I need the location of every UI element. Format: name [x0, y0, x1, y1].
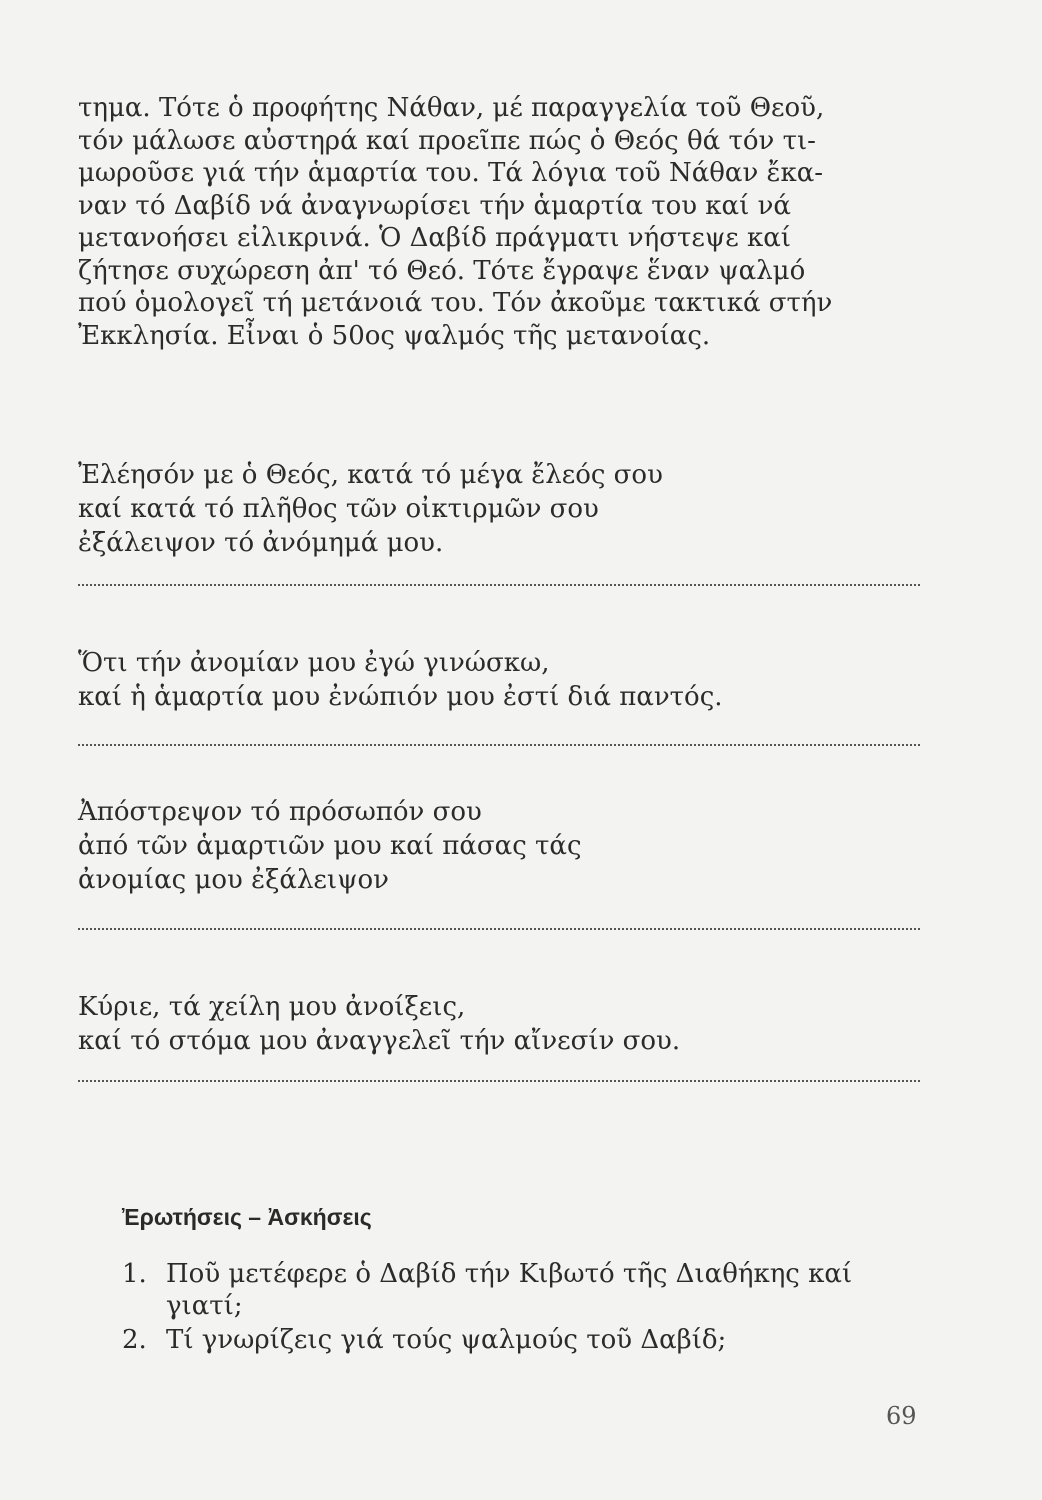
verse-line: Κύριε, τά χείλη μου ἀνοίξεις, [78, 992, 466, 1022]
questions-heading: Ἐρωτήσεις – Ἀσκήσεις [122, 1204, 372, 1230]
verse-line: ἀνομίας μου ἐξάλειψον [78, 865, 389, 895]
text-line: ζήτησε συχώρεση ἀπ' τό Θεό. Τότε ἔγραψε ἕναν ψαλμό [78, 255, 806, 286]
psalm-stanza-3 [78, 795, 918, 897]
text-line: ναν τό Δαβίδ νά ἀναγνωρίσει τήν ἁμαρτία του καί νά [78, 190, 791, 221]
intro-paragraph [78, 92, 918, 352]
answer-dotted-line[interactable] [78, 1080, 920, 1082]
verse-line: καί ἡ ἁμαρτία μου ἐνώπιόν μου ἐστί διά παντός. [78, 682, 723, 712]
questions-list [122, 1258, 902, 1356]
verse-line: καί κατά τό πλῆθος τῶν οἰκτιρμῶν σου [78, 494, 599, 524]
text-line: μωροῦσε γιά τήν ἁμαρτία του. Τά λόγια τοῦ Νάθαν ἔκα- [78, 158, 824, 188]
page-number: 69 [886, 1402, 917, 1430]
verse-line: καί τό στόμα μου ἀναγγελεῖ τήν αἴνεσίν σου. [78, 1026, 681, 1056]
text-line: τόν μάλωσε αὐστηρά καί προεῖπε πώς ὁ Θεός θά τόν τι- [78, 125, 816, 156]
answer-dotted-line[interactable] [78, 928, 920, 930]
verse-line: Ὅτι τήν ἀνομίαν μου ἐγώ γινώσκω, [78, 648, 550, 678]
text-line: μετανοήσει εἰλικρινά. Ὁ Δαβίδ πράγματι νήστεψε καί [78, 223, 791, 253]
psalm-stanza-4 [78, 990, 918, 1058]
question-item [122, 1258, 902, 1322]
psalm-stanza-1 [78, 458, 918, 560]
question-line: Τί γνωρίζεις γιά τούς ψαλμούς τοῦ Δαβίδ; [166, 1325, 727, 1355]
question-text [166, 1258, 902, 1322]
question-item [122, 1324, 902, 1356]
question-text [166, 1324, 902, 1356]
text-line: τημα. Τότε ὁ προφήτης Νάθαν, μέ παραγγελία τοῦ Θεοῦ, [78, 93, 825, 123]
verse-line: ἀπό τῶν ἁμαρτιῶν μου καί πάσας τάς [78, 831, 582, 861]
question-number: 2. [122, 1325, 147, 1355]
psalm-stanza-2 [78, 646, 918, 714]
question-number: 1. [122, 1259, 147, 1289]
verse-line: Ἐλέησόν με ὁ Θεός, κατά τό μέγα ἔλεός σου [78, 460, 663, 490]
answer-dotted-line[interactable] [78, 744, 920, 746]
text-line: Ἐκκλησία. Εἶναι ὁ 50ος ψαλμός τῆς μετανοίας. [78, 320, 711, 351]
verse-line: Ἀπόστρεψον τό πρόσωπόν σου [78, 797, 482, 827]
question-line: Ποῦ μετέφερε ὁ Δαβίδ τήν Κιβωτό τῆς Διαθήκης καί [166, 1259, 853, 1289]
answer-dotted-line[interactable] [78, 584, 920, 586]
question-line: γιατί; [166, 1291, 243, 1321]
text-line: πού ὁμολογεῖ τή μετάνοιά του. Τόν ἀκοῦμε τακτικά στήν [78, 288, 833, 318]
verse-line: ἐξάλειψον τό ἀνόμημά μου. [78, 528, 444, 558]
